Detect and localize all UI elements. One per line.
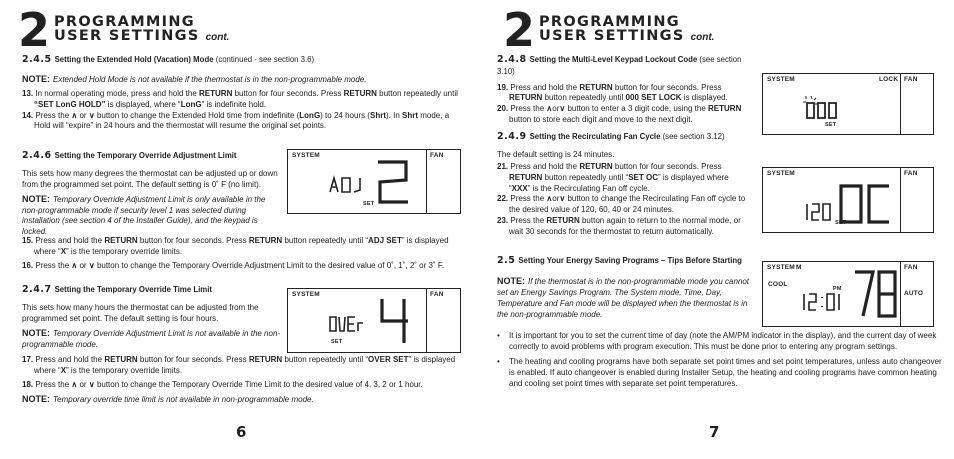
note: NOTE: Temporary override time limit is not available in non-programmable mode. — [22, 393, 314, 404]
section-2-4-6 — [22, 150, 282, 238]
page-number: 7 — [709, 423, 720, 441]
step-19: 19. Press and hold the RETURN button for four seconds. Press RETURN button repeatedly until 000 SET LOCK is displayed. — [497, 82, 728, 103]
section-heading: 2.4.7 Setting the Temporary Override Time Limit — [22, 284, 212, 295]
tip-item: • The heating and cooling programs have both separate set point times and set point temperatures, unless auto changeover is enabled. If auto changeover is enabled during Installer Setup, the heating and cooling programs have common heating and cooling set point times with separate set point temperatures. — [497, 357, 947, 390]
section-heading: 2.5 Setting Your Energy Saving Programs – Tips Before Starting — [497, 255, 742, 266]
section-2-4-8 — [497, 54, 752, 126]
system-label: SYSTEM — [767, 76, 795, 83]
down-arrow-icon: ∨ — [88, 379, 95, 389]
system-label: SYSTEM — [767, 264, 795, 271]
down-arrow-icon: ∨ — [88, 260, 95, 270]
fan-label: FAN — [430, 152, 444, 159]
header-title-line1: PROGRAMMING — [54, 14, 195, 30]
pm-label: PM — [833, 286, 842, 292]
header-cont: cont. — [205, 32, 230, 43]
step-16: 16. Press the ∧ or ∨ button to change the Temporary Override Adjustment Limit to the desired value of 0˚, 1˚, 2˚ or 3˚ F. — [22, 260, 445, 270]
set-label: SET — [363, 201, 375, 207]
tip-item: • It is important for you to set the current time of day (note the AM/PM indicator in the display), and the current day of week correctly to avoid problems with program execution. This must be done prior to entering any program settings. — [497, 331, 947, 353]
section-heading: 2.4.5 Setting the Extended Hold (Vacation) Mode (continued - see section 3.6) — [22, 54, 315, 65]
fan-label: FAN — [904, 170, 918, 177]
section-2-4-7-steps — [22, 355, 462, 406]
section-heading: 2.4.9 Setting the Recirculating Fan Cycle (see section 3.12) — [497, 131, 725, 142]
step-18: 18. Press the ∧ or ∨ button to change the Temporary Override Time Limit to the desired value of 4, 3, 2 or 1 hour. — [22, 379, 423, 389]
lcd-time-temp — [801, 268, 899, 322]
section-2-5 — [497, 255, 752, 320]
down-arrow-icon: ∨ — [559, 104, 566, 114]
header-title-line1: PROGRAMMING — [539, 14, 680, 30]
note: NOTE: If the thermostat is in the non-programmable mode you cannot set an Energy Savings Program. The System mode, Time, Day, Temperature and Fan mode will be displayed when the thermostat is in the non-programmable mode. — [497, 275, 750, 319]
page-6 — [12, 0, 467, 459]
header-title-line2: USER SETTINGS — [539, 28, 685, 44]
step-17: 17. Press and hold the RETURN button for four seconds. Press RETURN button repeatedly until “OVER SET” is displayed where “X” is the temporary override limits. — [22, 355, 456, 375]
thermostat-display-main — [762, 261, 934, 327]
up-arrow-icon: ∧ — [71, 260, 78, 270]
step-20: 20. Press the ∧or∨ button to enter a 3 digit code, using the RETURN button to store each digit and move to the next digit. — [497, 104, 742, 125]
section-2-4-6-steps — [22, 236, 462, 272]
set-label: SET — [825, 122, 837, 128]
lcd-digits-fan-cycle — [803, 182, 895, 228]
step-13: 13. In normal operating mode, press and hold the RETURN button for four seconds. Press RETURN button repeatedly until “SET LonG HOLD” is displayed, where “LonG” is indefinite hold. — [22, 88, 458, 109]
down-arrow-icon: ∨ — [559, 194, 566, 204]
section-body: This sets how many hours the thermostat can be adjusted from the programmed set point. The default setting is four hours. — [22, 302, 259, 323]
step-15: 15. Press and hold the RETURN button for four seconds. Press RETURN button repeatedly until “ADJ SET” is displayed where “X” is the temporary override limits. — [22, 236, 449, 256]
auto-label: AUTO — [904, 290, 924, 297]
note: NOTE: Extended Hold Mode is not available if the thermostat is in the non-programmable mode. — [22, 73, 367, 84]
note: NOTE: Temporary Override Adjustment Limit is only available in the non-programmable mode if security level 1 was selected during installation (see section 4 of the Installer Guide), and the keypad is locked. — [22, 193, 266, 237]
down-arrow-icon: ∨ — [88, 110, 95, 120]
step-14: 14. Press the ∧ or ∨ button to change the Extended Hold time from indefinite (LonG) to 24 hours (Shrt). In Shrt mode, a Hold will “expire” in 24 hours and the thermostat will resume the original set points. — [22, 110, 450, 131]
page-number: 6 — [236, 423, 247, 441]
set-label: SET — [331, 339, 343, 345]
default-setting: The default setting is 24 minutes. — [497, 149, 615, 159]
lock-label: LOCK — [879, 76, 899, 83]
section-heading: 2.4.8 Setting the Multi-Level Keypad Lockout Code (see section 3.10) — [497, 54, 742, 76]
step-21: 21. Press and hold the RETURN button for four seconds. Press RETURN button repeatedly until “SET OC” is displayed where “XXX” is the Recirculating Fan off cycle. — [497, 161, 729, 193]
up-arrow-icon: ∧ — [546, 104, 553, 114]
monday-label: M — [796, 264, 802, 271]
chapter-number: 2 — [18, 3, 51, 57]
up-arrow-icon: ∧ — [71, 110, 78, 120]
thermostat-display-fan-cycle — [762, 167, 934, 233]
section-body: This sets how many degrees the thermostat can be adjusted up or down from the programmed set point. The default setting is 0˚ F (no limit). — [22, 168, 278, 189]
thermostat-display-lock — [762, 73, 934, 135]
fan-label: FAN — [430, 291, 444, 298]
note: NOTE: Temporary Override Adjustment Limit is not available in the non-programmable mode. — [22, 327, 281, 349]
fan-label: FAN — [904, 76, 918, 83]
section-2-4-7 — [22, 284, 282, 350]
system-label: SYSTEM — [292, 291, 320, 298]
set-label: SET — [835, 220, 847, 226]
header-title-line2: USER SETTINGS — [54, 28, 200, 44]
thermostat-display-adj — [287, 149, 461, 214]
chapter-number: 2 — [503, 3, 536, 57]
step-22: 22. Press the ∧or∨ button to change the Recirculating Fan off cycle to the desired value of 120, 60, 40 or 24 minutes. — [497, 194, 746, 215]
up-arrow-icon: ∧ — [546, 194, 553, 204]
system-label: SYSTEM — [292, 152, 320, 159]
step-23: 23. Press the RETURN button again to return to the normal mode, or wait 30 seconds for the thermostat to return automatically. — [497, 216, 741, 237]
system-label: SYSTEM — [767, 170, 795, 177]
cool-label: COOL — [768, 281, 788, 288]
section-heading: 2.4.6 Setting the Temporary Override Adjustment Limit — [22, 150, 237, 161]
section-2-4-5 — [22, 54, 462, 132]
tips-list — [497, 331, 947, 393]
thermostat-display-over — [287, 288, 461, 353]
fan-label: FAN — [904, 264, 918, 271]
header-cont: cont. — [690, 32, 715, 43]
page-7 — [497, 0, 952, 459]
section-2-4-9 — [497, 131, 752, 238]
up-arrow-icon: ∧ — [71, 379, 78, 389]
